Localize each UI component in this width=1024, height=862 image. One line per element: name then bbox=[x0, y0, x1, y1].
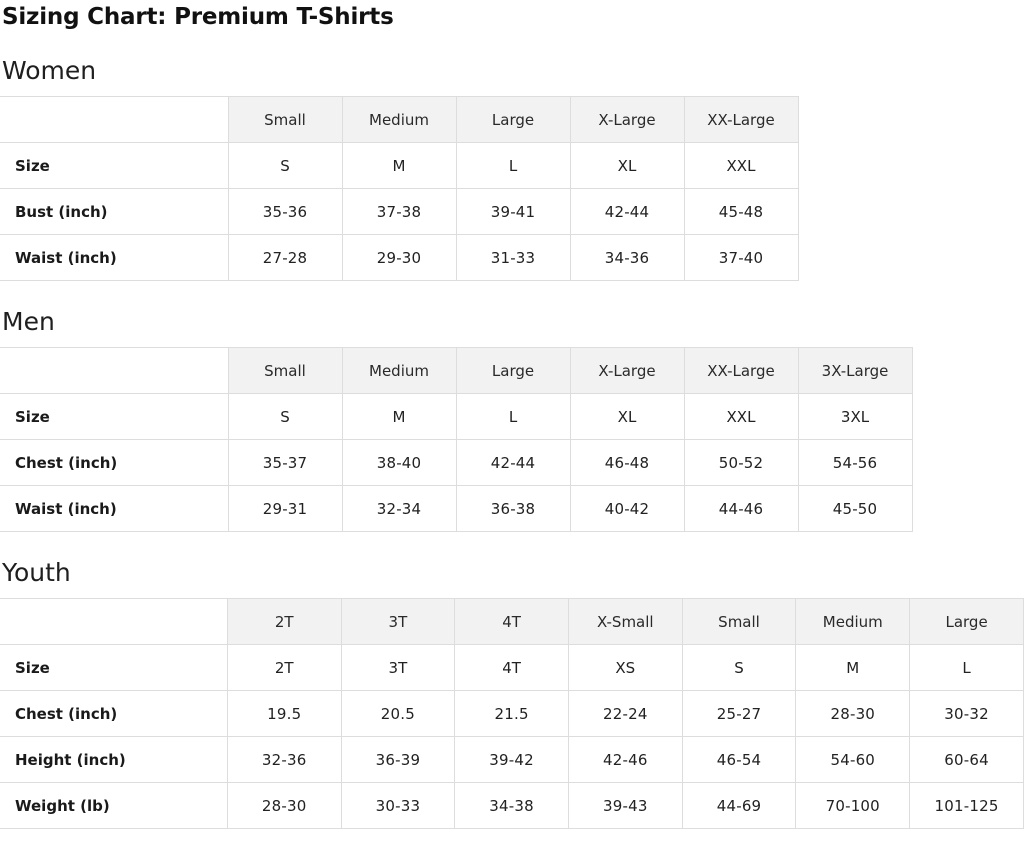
row-label: Waist (inch) bbox=[0, 235, 228, 281]
table-cell: 40-42 bbox=[570, 486, 684, 532]
table-cell: 38-40 bbox=[342, 440, 456, 486]
table-cell: S bbox=[228, 143, 342, 189]
table-row bbox=[0, 783, 1024, 829]
table-cell: XL bbox=[570, 394, 684, 440]
table-cell: 19.5 bbox=[227, 691, 341, 737]
column-header: X-Small bbox=[568, 599, 682, 645]
table-cell: 20.5 bbox=[341, 691, 455, 737]
table-cell: 42-44 bbox=[570, 189, 684, 235]
table-cell: 44-46 bbox=[684, 486, 798, 532]
table-cell: 3T bbox=[341, 645, 455, 691]
row-label: Chest (inch) bbox=[0, 440, 228, 486]
table-cell: 45-50 bbox=[798, 486, 912, 532]
table-cell: 28-30 bbox=[796, 691, 910, 737]
table-cell: 42-46 bbox=[568, 737, 682, 783]
table-cell: 29-31 bbox=[228, 486, 342, 532]
table-row bbox=[0, 737, 1024, 783]
column-header: Medium bbox=[796, 599, 910, 645]
table-cell: 39-43 bbox=[568, 783, 682, 829]
table-cell: 35-36 bbox=[228, 189, 342, 235]
table-header-row bbox=[0, 348, 912, 394]
table-cell: M bbox=[342, 143, 456, 189]
table-cell: 32-34 bbox=[342, 486, 456, 532]
sizing-chart-document bbox=[0, 4, 1024, 835]
table-cell: S bbox=[682, 645, 796, 691]
table-wrap-youth bbox=[0, 598, 1024, 829]
section-women bbox=[0, 56, 1024, 281]
section-heading-women: Women bbox=[2, 56, 97, 85]
table-cell: 25-27 bbox=[682, 691, 796, 737]
section-youth bbox=[0, 558, 1024, 829]
table-cell: 60-64 bbox=[910, 737, 1024, 783]
table-header-row bbox=[0, 599, 1024, 645]
table-wrap-men bbox=[0, 347, 1024, 532]
row-label: Bust (inch) bbox=[0, 189, 228, 235]
column-header: Medium bbox=[342, 348, 456, 394]
table-cell: 22-24 bbox=[568, 691, 682, 737]
table-cell: 46-54 bbox=[682, 737, 796, 783]
table-wrap-women bbox=[0, 96, 1024, 281]
size-table-women bbox=[0, 96, 799, 281]
table-cell: 27-28 bbox=[228, 235, 342, 281]
table-cell: 101-125 bbox=[910, 783, 1024, 829]
table-cell: 28-30 bbox=[227, 783, 341, 829]
table-cell: L bbox=[910, 645, 1024, 691]
page-title: Sizing Chart: Premium T-Shirts bbox=[2, 4, 394, 30]
table-corner-cell bbox=[0, 348, 228, 394]
row-label: Chest (inch) bbox=[0, 691, 227, 737]
table-cell: 30-33 bbox=[341, 783, 455, 829]
row-label: Size bbox=[0, 394, 228, 440]
row-label: Waist (inch) bbox=[0, 486, 228, 532]
table-cell: 44-69 bbox=[682, 783, 796, 829]
table-cell: 30-32 bbox=[910, 691, 1024, 737]
table-cell: L bbox=[456, 143, 570, 189]
table-cell: 50-52 bbox=[684, 440, 798, 486]
section-heading-men: Men bbox=[2, 307, 55, 336]
table-row bbox=[0, 486, 912, 532]
size-table-men bbox=[0, 347, 913, 532]
table-corner-cell bbox=[0, 599, 227, 645]
table-cell: 37-40 bbox=[684, 235, 798, 281]
table-cell: 34-36 bbox=[570, 235, 684, 281]
table-cell: M bbox=[796, 645, 910, 691]
table-cell: 31-33 bbox=[456, 235, 570, 281]
column-header: X-Large bbox=[570, 97, 684, 143]
table-row bbox=[0, 189, 798, 235]
table-cell: 21.5 bbox=[455, 691, 569, 737]
table-cell: 2T bbox=[227, 645, 341, 691]
table-header-row bbox=[0, 97, 798, 143]
column-header: Large bbox=[456, 348, 570, 394]
table-cell: 54-56 bbox=[798, 440, 912, 486]
table-cell: 42-44 bbox=[456, 440, 570, 486]
table-cell: 46-48 bbox=[570, 440, 684, 486]
section-heading-youth: Youth bbox=[2, 558, 71, 587]
column-header: Small bbox=[228, 348, 342, 394]
table-cell: 35-37 bbox=[228, 440, 342, 486]
table-cell: XS bbox=[568, 645, 682, 691]
table-cell: 37-38 bbox=[342, 189, 456, 235]
table-cell: L bbox=[456, 394, 570, 440]
table-cell: 32-36 bbox=[227, 737, 341, 783]
table-cell: S bbox=[228, 394, 342, 440]
column-header: 4T bbox=[455, 599, 569, 645]
column-header: Small bbox=[682, 599, 796, 645]
table-row bbox=[0, 440, 912, 486]
row-label: Height (inch) bbox=[0, 737, 227, 783]
table-row bbox=[0, 394, 912, 440]
table-cell: XL bbox=[570, 143, 684, 189]
column-header: 3X-Large bbox=[798, 348, 912, 394]
column-header: Large bbox=[910, 599, 1024, 645]
table-cell: 39-42 bbox=[455, 737, 569, 783]
row-label: Weight (lb) bbox=[0, 783, 227, 829]
column-header: X-Large bbox=[570, 348, 684, 394]
table-cell: 3XL bbox=[798, 394, 912, 440]
table-cell: 4T bbox=[455, 645, 569, 691]
table-cell: 34-38 bbox=[455, 783, 569, 829]
table-cell: 70-100 bbox=[796, 783, 910, 829]
column-header: Medium bbox=[342, 97, 456, 143]
table-cell: 45-48 bbox=[684, 189, 798, 235]
row-label: Size bbox=[0, 143, 228, 189]
table-row bbox=[0, 645, 1024, 691]
column-header: XX-Large bbox=[684, 97, 798, 143]
table-row bbox=[0, 691, 1024, 737]
table-row bbox=[0, 143, 798, 189]
table-corner-cell bbox=[0, 97, 228, 143]
table-cell: 39-41 bbox=[456, 189, 570, 235]
column-header: Large bbox=[456, 97, 570, 143]
table-cell: 29-30 bbox=[342, 235, 456, 281]
table-cell: XXL bbox=[684, 143, 798, 189]
column-header: 2T bbox=[227, 599, 341, 645]
table-cell: M bbox=[342, 394, 456, 440]
row-label: Size bbox=[0, 645, 227, 691]
table-row bbox=[0, 235, 798, 281]
table-cell: XXL bbox=[684, 394, 798, 440]
column-header: XX-Large bbox=[684, 348, 798, 394]
section-men bbox=[0, 307, 1024, 532]
table-cell: 54-60 bbox=[796, 737, 910, 783]
column-header: 3T bbox=[341, 599, 455, 645]
table-cell: 36-38 bbox=[456, 486, 570, 532]
column-header: Small bbox=[228, 97, 342, 143]
table-cell: 36-39 bbox=[341, 737, 455, 783]
size-table-youth bbox=[0, 598, 1024, 829]
